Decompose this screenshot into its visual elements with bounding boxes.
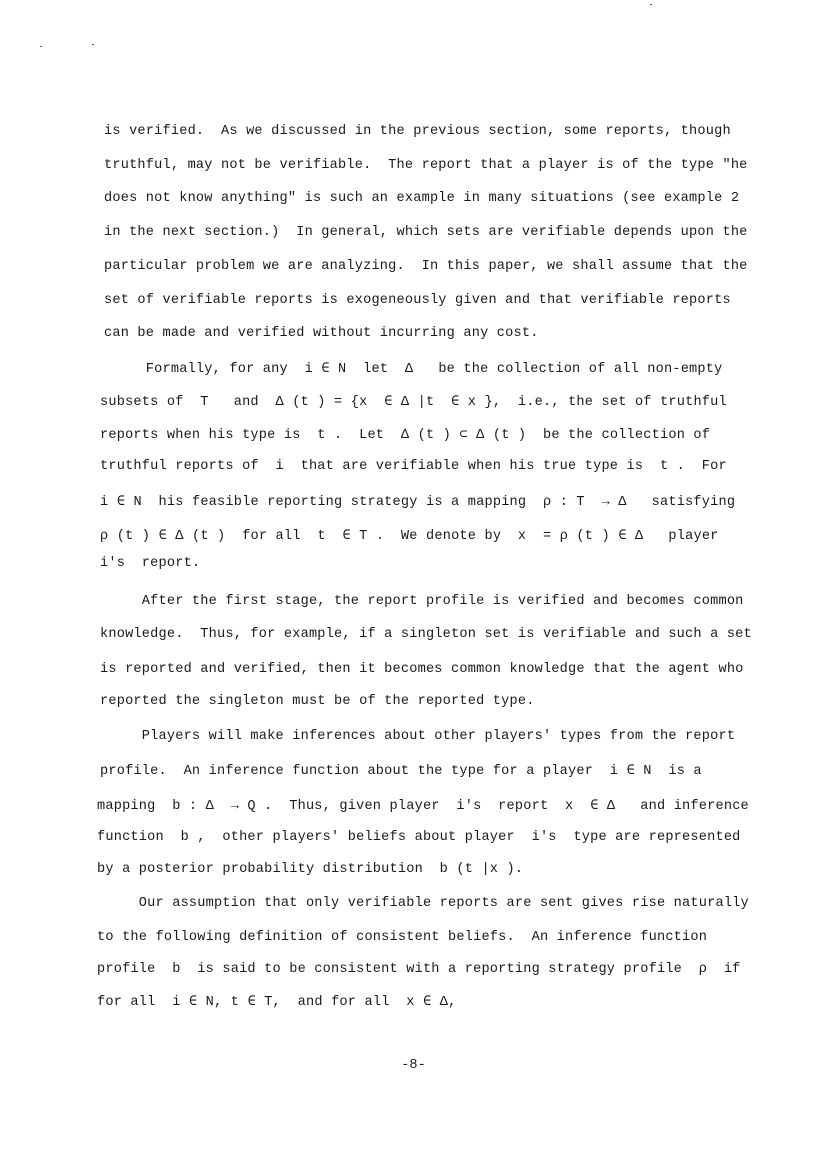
text-line: After the first stage, the report profile is verified and becomes common — [100, 594, 744, 609]
scan-speck — [92, 44, 94, 45]
text-line: i ∈ N his feasible reporting strategy is a mapping ρ : T → Δ satisfying — [100, 495, 736, 510]
text-line: profile b is said to be consistent with a reporting strategy profile ρ if — [97, 962, 741, 977]
scan-speck — [40, 46, 42, 47]
text-line: is reported and verified, then it becomes common knowledge that the agent who — [100, 662, 744, 677]
scan-speck — [650, 4, 652, 5]
text-line: is verified. As we discussed in the previous section, some reports, though — [104, 124, 731, 139]
text-line: particular problem we are analyzing. In this paper, we shall assume that the — [104, 259, 748, 274]
text-line: by a posterior probability distribution b (t |x ). — [97, 862, 524, 877]
text-line: in the next section.) In general, which sets are verifiable depends upon the — [104, 225, 748, 240]
text-line: for all i ∈ N, t ∈ T, and for all x ∈ Δ, — [97, 995, 457, 1010]
text-line: to the following definition of consistent beliefs. An inference function — [97, 930, 708, 945]
text-line: truthful reports of i that are verifiable when his true type is t . For — [100, 459, 727, 474]
text-line: mapping b : Δ → Q . Thus, given player i's report x ∈ Δ and inference — [97, 799, 749, 814]
text-line: truthful, may not be verifiable. The report that a player is of the type "he — [104, 158, 748, 173]
text-line: reported the singleton must be of the reported type. — [100, 694, 535, 709]
text-line: can be made and verified without incurring any cost. — [104, 326, 539, 341]
text-line: Our assumption that only verifiable reports are sent gives rise naturally — [97, 896, 749, 911]
text-line: subsets of T and Δ (t ) = {x ∈ Δ |t ∈ x }, i.e., the set of truthful — [100, 395, 727, 410]
text-line: function b , other players' beliefs about player i's type are represented — [97, 830, 741, 845]
text-line: i's report. — [100, 556, 201, 571]
text-line: Players will make inferences about other players' types from the report — [100, 729, 736, 744]
text-line: set of verifiable reports is exogeneously given and that verifiable reports — [104, 293, 731, 308]
text-line: profile. An inference function about the type for a player i ∈ N is a — [100, 764, 702, 779]
text-line: Formally, for any i ∈ N let Δ be the collection of all non-empty — [104, 362, 723, 377]
text-line: reports when his type is t . Let Δ (t ) ⊂ Δ (t ) be the collection of — [100, 428, 711, 443]
page-number: -8- — [401, 1058, 426, 1073]
text-line: does not know anything" is such an example in many situations (see example 2 — [104, 191, 740, 206]
text-line: ρ (t ) ∈ Δ (t ) for all t ∈ T . We denote by x = ρ (t ) ∈ Δ player — [100, 529, 719, 544]
text-line: knowledge. Thus, for example, if a singleton set is verifiable and such a set — [100, 627, 752, 642]
